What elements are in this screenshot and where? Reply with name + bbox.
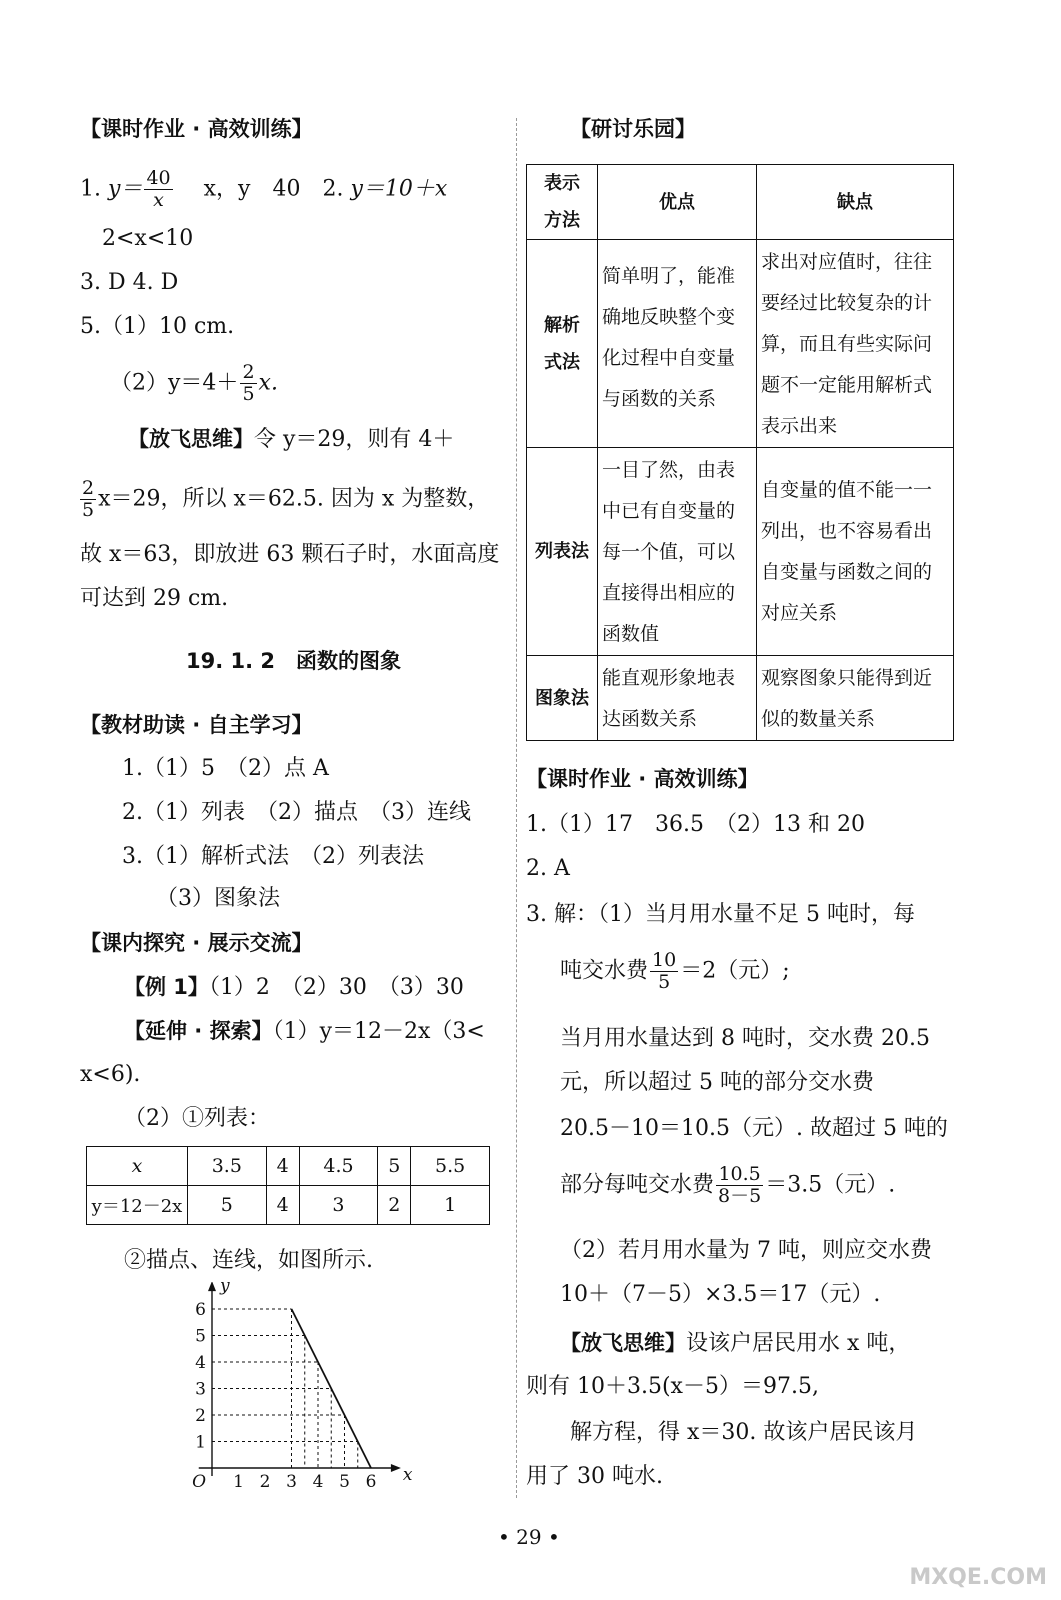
section-title: 19. 1. 2 函数的图象 bbox=[186, 649, 402, 673]
fly-thinking-right-3: 解方程，得 x＝30. 故该户居民该月 bbox=[570, 1420, 918, 1445]
homework-q1: 1.（1）17 36.5 （2）13 和 20 bbox=[526, 812, 865, 837]
row-graph-method bbox=[527, 656, 954, 741]
comparison-table bbox=[526, 164, 954, 741]
y-axis-arrow bbox=[208, 1282, 216, 1291]
values-table bbox=[86, 1146, 490, 1225]
x-tick-label: 3 bbox=[286, 1472, 297, 1492]
method-table: 列表法 bbox=[527, 448, 598, 656]
values-x-cell: 5.5 bbox=[411, 1147, 490, 1186]
values-header-y: y＝12－2x bbox=[87, 1186, 188, 1225]
con-analytic: 求出对应值时，往往要经过比较复杂的计算，而且有些实际问题不一定能用解析式表示出来 bbox=[757, 240, 954, 448]
comparison-header-row bbox=[527, 165, 954, 240]
homework-q2: 2. A bbox=[526, 856, 570, 881]
pro-table: 一目了然，由表中已有自变量的每一个值，可以直接得出相应的函数值 bbox=[598, 448, 757, 656]
page-number: • 29 • bbox=[498, 1525, 560, 1549]
answer-5-2: （2）y＝4＋ $\frac{2}{5}$ x. bbox=[110, 361, 278, 405]
function-graph bbox=[176, 1282, 416, 1494]
x-axis-label: x bbox=[402, 1465, 413, 1485]
y-tick-label: 4 bbox=[195, 1353, 206, 1373]
heading-discuss: 【研讨乐园】 bbox=[570, 117, 696, 141]
con-graph: 观察图象只能得到近似的数量关系 bbox=[757, 656, 954, 741]
heading-explore: 【课内探究 · 展示交流】 bbox=[80, 931, 313, 955]
example-1: 【例 1】（1）2 （2）30 （3）30 bbox=[124, 975, 464, 1000]
values-header-x: x bbox=[87, 1147, 188, 1186]
values-y-cell: 4 bbox=[266, 1186, 299, 1225]
homework-q3-line-6: 部分每吨交水费 $\frac{10.5}{8-5}$ ＝3.5（元）. bbox=[560, 1163, 896, 1207]
y-tick-label: 5 bbox=[195, 1326, 206, 1347]
fly-thinking-right-4: 用了 30 吨水. bbox=[526, 1464, 663, 1489]
read-3: 3.（1）解析式法 （2）列表法 bbox=[122, 844, 424, 869]
answer-range: 2<x<10 bbox=[102, 226, 194, 251]
header-method: 表示 方法 bbox=[527, 165, 598, 240]
fly-thinking-line-3: 故 x＝63，即放进 63 颗石子时，水面高度 bbox=[80, 542, 500, 567]
read-1: 1.（1）5 （2）点 A bbox=[122, 756, 329, 781]
pro-analytic: 简单明了，能准确地反映整个变化过程中自变量与函数的关系 bbox=[598, 240, 757, 448]
homework-q3-line-3: 当月用水量达到 8 吨时，交水费 20.5 bbox=[560, 1026, 930, 1051]
values-row-x bbox=[87, 1147, 490, 1186]
header-pro: 优点 bbox=[598, 165, 757, 240]
y-tick-label: 2 bbox=[195, 1406, 206, 1426]
x-tick-label: 1 bbox=[233, 1472, 244, 1492]
con-table: 自变量的值不能一一列出，也不容易看出自变量与函数之间的对应关系 bbox=[757, 448, 954, 656]
answer-3-4: 3. D 4. D bbox=[80, 270, 179, 295]
homework-q3-line-4: 元，所以超过 5 吨的部分交水费 bbox=[560, 1070, 874, 1095]
extension-1b: x<6). bbox=[80, 1062, 141, 1087]
values-y-cell: 1 bbox=[411, 1186, 490, 1225]
extension-1: 【延伸 · 探索】（1）y＝12－2x（3< bbox=[124, 1019, 485, 1044]
x-tick-label: 5 bbox=[339, 1472, 350, 1492]
fly-thinking-right-1: 【放飞思维】设该户居民用水 x 吨， bbox=[560, 1331, 911, 1356]
values-x-cell: 3.5 bbox=[188, 1147, 267, 1186]
x-axis-arrow bbox=[391, 1464, 401, 1472]
fly-thinking-line-2: $\frac{2}{5}$ x＝29，所以 x＝62.5. 因为 x 为整数， bbox=[82, 477, 490, 521]
answer-line-1: 1. y＝ $\frac{40}{x}$ x，y 40 2. y＝10＋x bbox=[80, 167, 448, 211]
fly-thinking-line-1: 【放飞思维】令 y＝29，则有 4＋ bbox=[128, 427, 455, 452]
values-y-cell: 5 bbox=[188, 1186, 267, 1225]
method-graph: 图象法 bbox=[527, 656, 598, 741]
fly-thinking-right-2: 则有 10＋3.5(x－5）＝97.5, bbox=[526, 1374, 819, 1399]
origin-label: O bbox=[192, 1472, 206, 1492]
read-2: 2.（1）列表 （2）描点 （3）连线 bbox=[122, 800, 471, 825]
extension-2: （2）①列表： bbox=[124, 1106, 270, 1131]
homework-q3-line-7: （2）若月用水量为 7 吨，则应交水费 bbox=[560, 1238, 932, 1263]
x-tick-label: 4 bbox=[312, 1472, 324, 1492]
x-tick-label: 6 bbox=[365, 1472, 377, 1492]
y-tick-label: 3 bbox=[195, 1379, 206, 1400]
answer-5-1: 5.（1）10 cm. bbox=[80, 314, 235, 339]
row-table-method bbox=[527, 448, 954, 656]
y-tick-label: 1 bbox=[195, 1432, 206, 1453]
homework-q3-line-2: 吨交水费 $\frac{10}{5}$ ＝2（元）; bbox=[560, 949, 790, 993]
values-row-y bbox=[87, 1186, 490, 1225]
homework-q3-line-8: 10＋（7－5）×3.5＝17（元）. bbox=[560, 1282, 881, 1307]
y-tick-label: 6 bbox=[195, 1300, 206, 1320]
heading-read: 【教材助读 · 自主学习】 bbox=[80, 713, 313, 737]
homework-q3-line-5: 20.5－10＝10.5（元）. 故超过 5 吨的 bbox=[560, 1116, 948, 1141]
values-y-cell: 2 bbox=[378, 1186, 411, 1225]
method-analytic: 解析 式法 bbox=[527, 240, 598, 448]
read-3b: （3）图象法 bbox=[156, 886, 280, 911]
column-divider bbox=[516, 118, 517, 1498]
fly-thinking-line-4: 可达到 29 cm. bbox=[80, 586, 229, 611]
values-x-cell: 4.5 bbox=[299, 1147, 378, 1186]
x-tick-label: 2 bbox=[259, 1472, 271, 1492]
heading-homework-left: 【课时作业 · 高效训练】 bbox=[80, 117, 313, 141]
watermark: MXQE.COM bbox=[909, 1565, 1047, 1590]
header-con: 缺点 bbox=[757, 165, 954, 240]
homework-q3-line-1: 3. 解：（1）当月用水量不足 5 吨时，每 bbox=[526, 902, 915, 927]
y-axis-label: y bbox=[220, 1282, 230, 1297]
values-x-cell: 4 bbox=[266, 1147, 299, 1186]
values-x-cell: 5 bbox=[378, 1147, 411, 1186]
plot-caption: ②描点、连线，如图所示. bbox=[124, 1248, 373, 1273]
row-analytic bbox=[527, 240, 954, 448]
pro-graph: 能直观形象地表达函数关系 bbox=[598, 656, 757, 741]
heading-homework-right: 【课时作业 · 高效训练】 bbox=[526, 767, 759, 791]
values-y-cell: 3 bbox=[299, 1186, 378, 1225]
